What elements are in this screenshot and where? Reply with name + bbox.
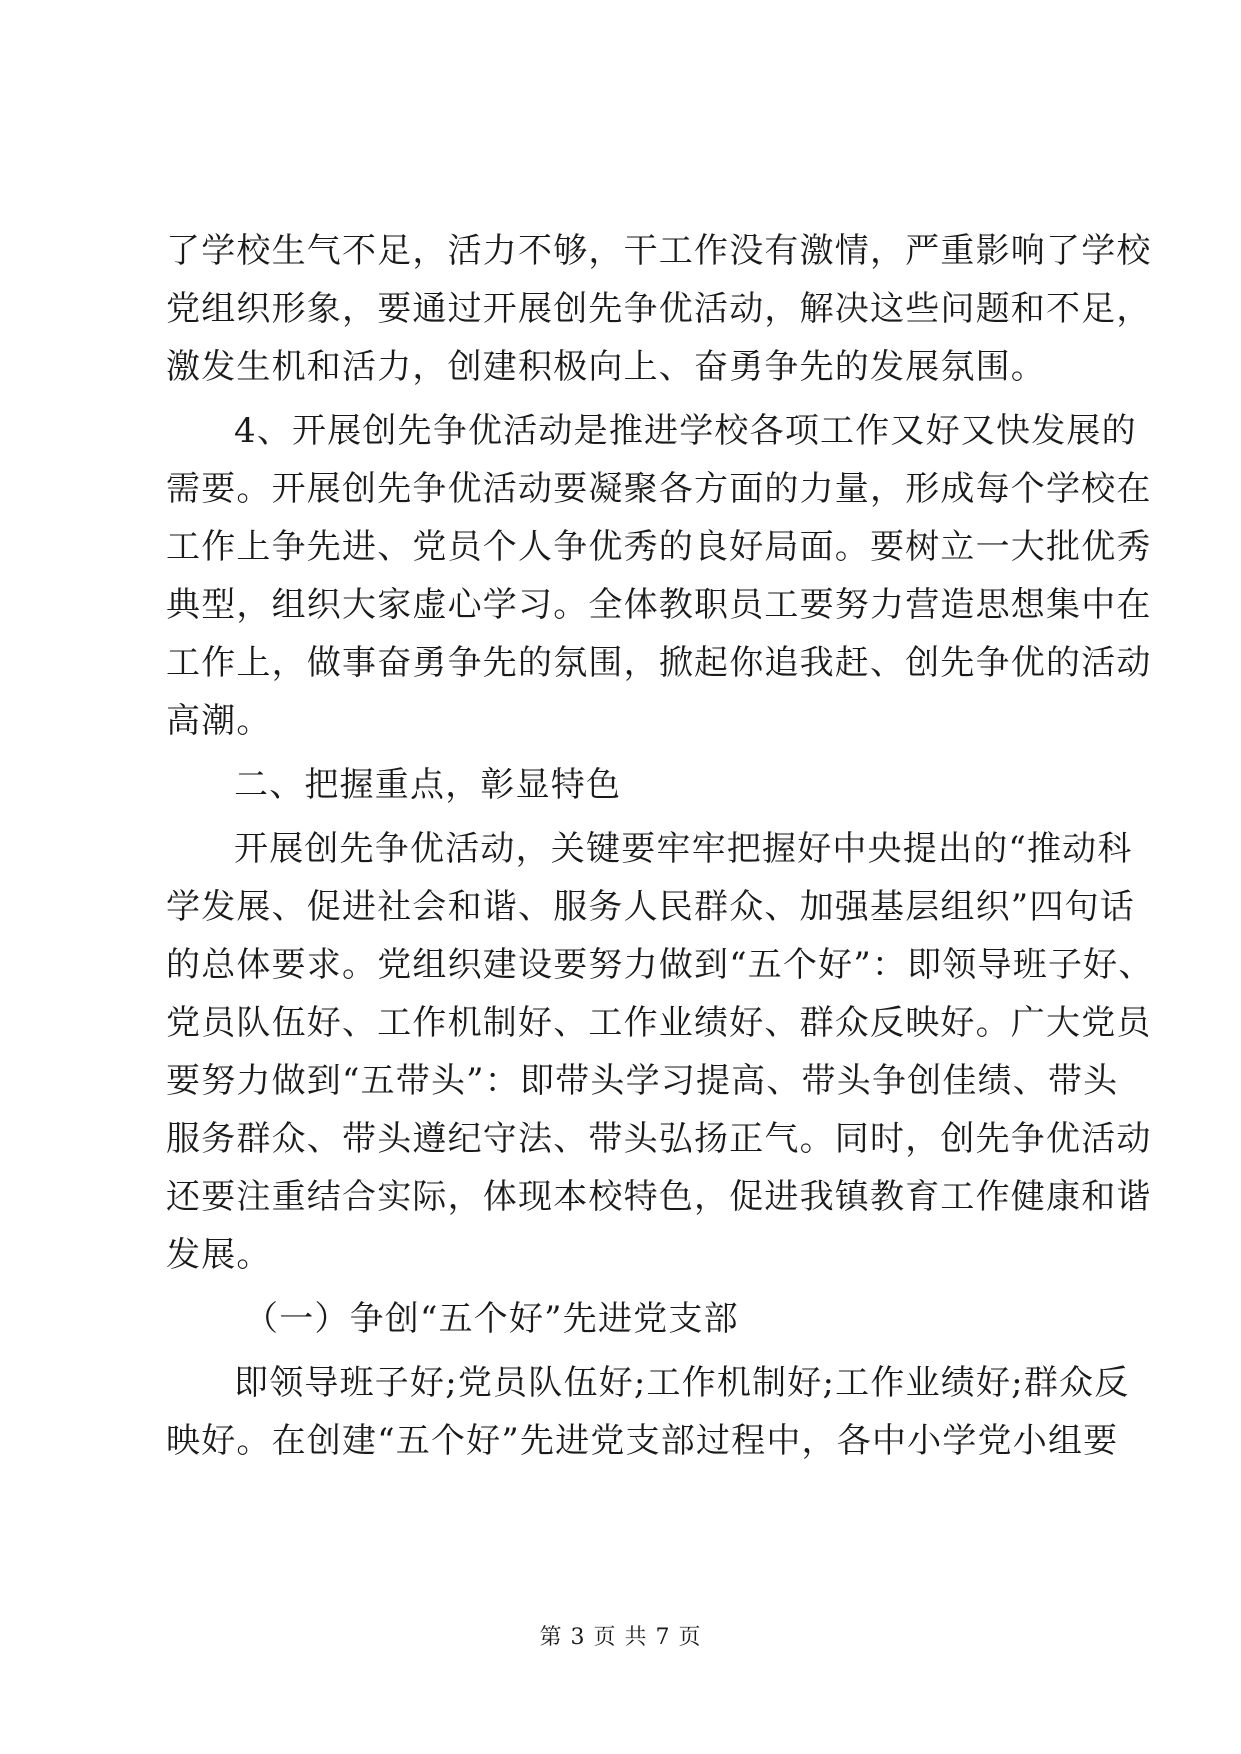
paragraph-line: 即领导班子好;党员队伍好;工作机制好;工作业绩好;群众反 xyxy=(234,1363,1130,1403)
paragraph-line: 典型，组织大家虚心学习。全体教职员工要努力营造思想集中在 xyxy=(166,585,1152,625)
paragraph-line: 了学校生气不足，活力不够，干工作没有激情，严重影响了学校 xyxy=(166,231,1152,271)
subsection-heading: （一）争创“五个好”先进党支部 xyxy=(244,1299,739,1339)
paragraph-line: 学发展、促进社会和谐、服务人民群众、加强基层组织”四句话 xyxy=(166,887,1135,927)
paragraph-line: 映好。在创建“五个好”先进党支部过程中，各中小学党小组要 xyxy=(166,1421,1119,1461)
paragraph-line: 服务群众、带头遵纪守法、带头弘扬正气。同时，创先争优活动 xyxy=(166,1119,1152,1159)
paragraph-line: 要努力做到“五带头”：即带头学习提高、带头争创佳绩、带头 xyxy=(166,1061,1119,1101)
document-body xyxy=(166,222,1154,1470)
paragraph-line: 激发生机和活力，创建积极向上、奋勇争先的发展氛围。 xyxy=(166,347,1046,387)
paragraph-line: 高潮。 xyxy=(166,701,272,741)
paragraph-line: 开展创先争优活动，关键要牢牢把握好中央提出的“推动科 xyxy=(234,829,1133,869)
paragraph-line: 工作上，做事奋勇争先的氛围，掀起你追我赶、创先争优的活动 xyxy=(166,643,1152,683)
page-footer xyxy=(0,1620,1241,1651)
paragraph-line: 工作上争先进、党员个人争优秀的良好局面。要树立一大批优秀 xyxy=(166,527,1152,567)
paragraph-line: 发展。 xyxy=(166,1235,272,1275)
paragraph-line: 4、开展创先争优活动是推进学校各项工作又好又快发展的 xyxy=(234,411,1137,451)
page-number: 第 3 页 共 7 页 xyxy=(539,1625,702,1650)
paragraph-line: 还要注重结合实际，体现本校特色，促进我镇教育工作健康和谐 xyxy=(166,1177,1152,1217)
paragraph-line: 党员队伍好、工作机制好、工作业绩好、群众反映好。广大党员 xyxy=(166,1003,1152,1043)
paragraph-line: 党组织形象，要通过开展创先争优活动，解决这些问题和不足， xyxy=(166,289,1152,329)
paragraph-line: 需要。开展创先争优活动要凝聚各方面的力量，形成每个学校在 xyxy=(166,469,1152,509)
section-heading: 二、把握重点，彰显特色 xyxy=(234,765,622,805)
paragraph-line: 的总体要求。党组织建设要努力做到“五个好”：即领导班子好、 xyxy=(166,945,1154,985)
